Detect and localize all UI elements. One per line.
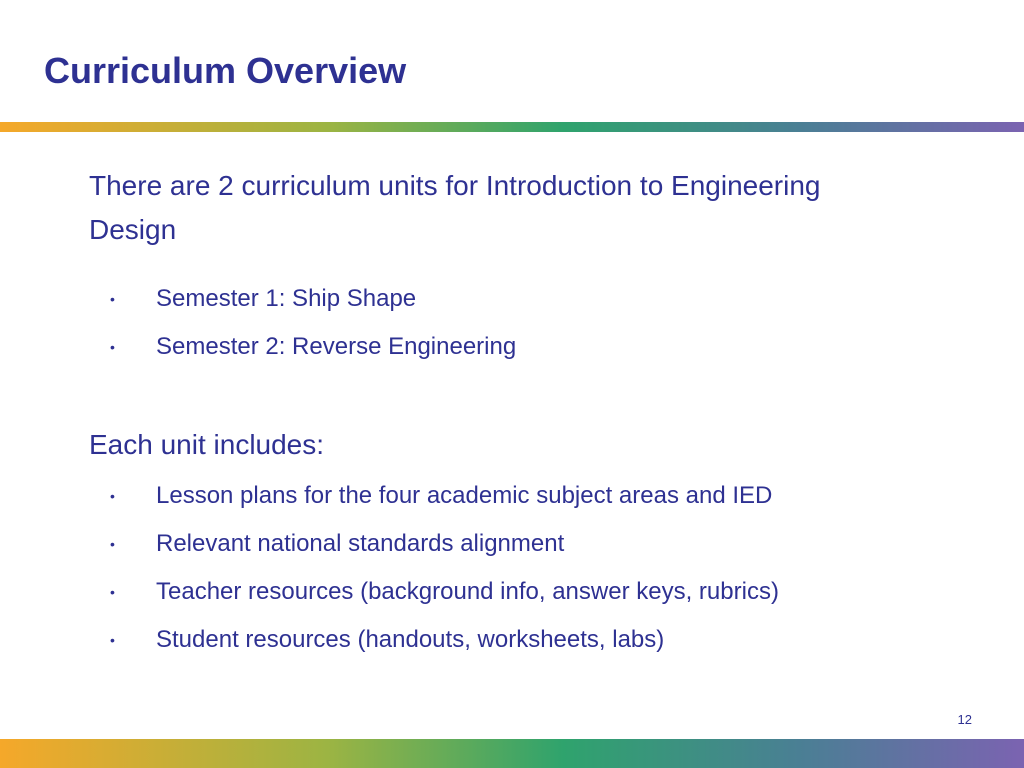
bullet-icon: • <box>110 584 115 600</box>
bullet-icon: • <box>110 488 115 504</box>
include-student-resources: Student resources (handouts, worksheets, labs) <box>156 626 665 653</box>
bottom-gradient-bar <box>0 739 1024 768</box>
page-number: 12 <box>957 712 972 727</box>
unit-semester-1: Semester 1: Ship Shape <box>156 285 417 312</box>
include-lesson-plans: Lesson plans for the four academic subject areas and IED <box>156 482 773 509</box>
top-gradient-bar <box>0 122 1024 132</box>
include-standards: Relevant national standards alignment <box>156 530 565 557</box>
bullet-icon: • <box>110 339 115 355</box>
intro-text: There are 2 curriculum units for Introduction to Engineering Design <box>89 170 821 245</box>
bullet-icon: • <box>110 632 115 648</box>
bullet-icon: • <box>110 536 115 552</box>
bullet-icon: • <box>110 291 115 307</box>
include-teacher-resources: Teacher resources (background info, answer keys, rubrics) <box>156 578 779 605</box>
slide-title: Curriculum Overview <box>44 50 407 91</box>
unit-semester-2: Semester 2: Reverse Engineering <box>156 333 517 360</box>
includes-heading: Each unit includes: <box>89 429 325 460</box>
